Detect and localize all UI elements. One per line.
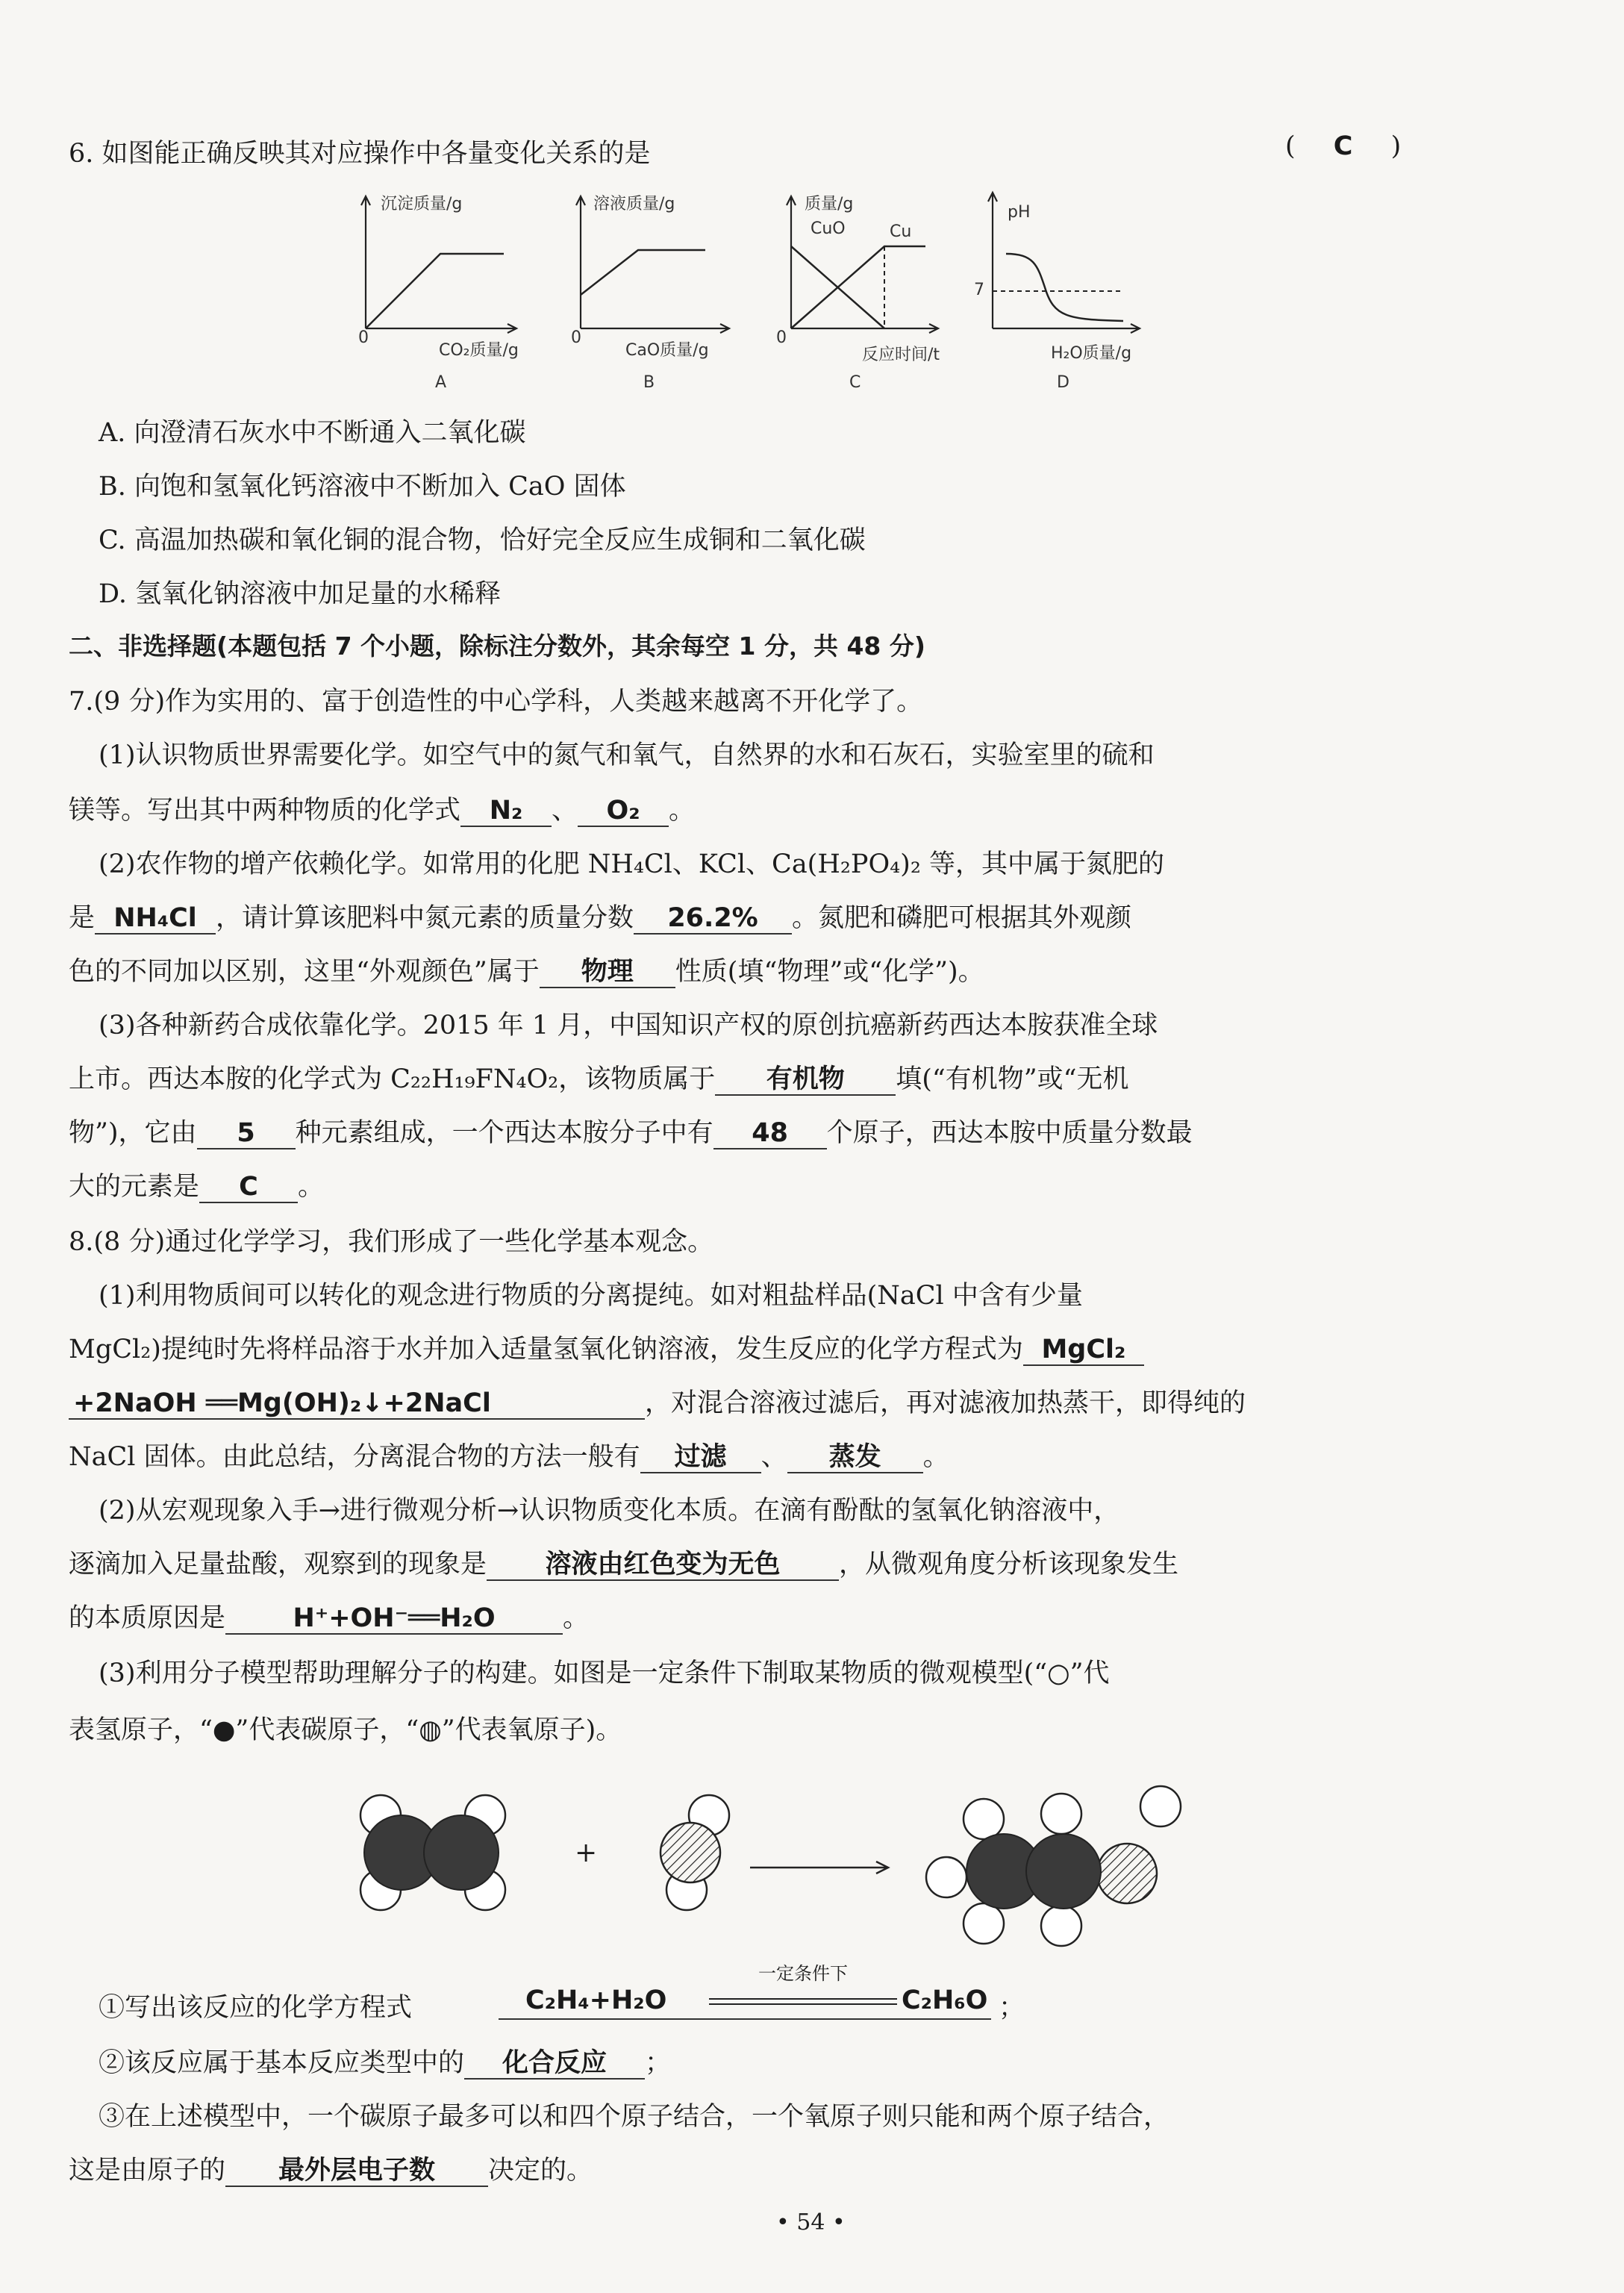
q6-option-a: A. 向澄清石灰水中不断通入二氧化碳 [99,418,526,448]
text: 决定的。 [488,2156,593,2186]
q8-answer-3: 蒸发 [787,1443,923,1473]
q8-answer-1b: +2NaOH ══Mg(OH)₂↓+2NaCl [69,1389,645,1420]
text: 的本质原因是 [69,1603,226,1633]
text: MgCl₂)提纯时先将样品溶于水并加入适量氢氧化钠溶液，发生反应的化学方程式为 [69,1335,1023,1364]
graph-c-tag: C [849,373,861,392]
text: 填(“有机物”或“无机 [896,1064,1129,1094]
text: 、 [761,1442,787,1472]
text: 物”)，它由 [69,1118,197,1148]
q7-answer-6: 有机物 [715,1065,896,1096]
q7-p2-line2 [69,897,1131,935]
text: ； [645,2048,672,2078]
text: NaCl 固体。由此总结，分离混合物的方法一般有 [69,1442,640,1472]
text: 。 [922,1442,949,1472]
plus-sign: + [575,1838,598,1868]
q8-answer-4: 溶液由红色变为无色 [487,1550,839,1581]
graph-d-ref7: 7 [974,281,984,299]
q8-p2-line3 [69,1597,589,1635]
q7-answer-7: 5 [197,1119,296,1149]
q8-answer-5: H⁺+OH⁻══H₂O [225,1604,563,1635]
graph-a-origin: 0 [358,328,369,347]
graph-d-curve [1006,254,1123,321]
equal-sign [709,1984,716,1991]
graph-c-origin: 0 [776,328,787,347]
graph-b-tag: B [643,373,655,392]
q8-stem: 8.(8 分)通过化学学习，我们形成了一些化学基本观念。 [69,1227,714,1257]
q8-p2-line1: (2)从宏观现象入手→进行微观分析→认识物质变化本质。在滴有酚酞的氢氧化钠溶液中， [99,1496,1120,1526]
graph-a-ylabel: 沉淀质量/g [381,195,463,213]
q6-stem-text: 6. 如图能正确反映其对应操作中各量变化关系的是 [69,139,651,169]
q6-answer: C [1333,131,1353,161]
q8-answer-7: 化合反应 [464,2049,645,2080]
water-molecule [660,1795,729,1910]
text: 。氮肥和磷肥可根据其外观颜 [792,903,1132,933]
ethanol-molecule [926,1786,1181,1946]
text: ②该反应属于基本反应类型中的 [99,2048,465,2078]
graph-a-xlabel: CO₂质量/g [439,341,519,360]
q8-p1-line4 [69,1436,949,1473]
q7-answer-1: N₂ [460,796,552,827]
graph-d-tag: D [1057,373,1069,392]
q6-answer-bracket [1285,131,1401,161]
q8-p3-line1: (3)利用分子模型帮助理解分子的构建。如图是一定条件下制取某物质的微观模型(“○”代 [99,1659,1110,1688]
q8-answer-6 [499,1963,991,2020]
graph-c-xlabel: 反应时间/t [862,346,940,364]
text: 个原子，西达本胺中质量分数最 [826,1118,1193,1148]
reaction-arrow [750,1862,888,1874]
text: ； [999,1993,1025,2023]
q8-answer-6-right: C₂H₆O [902,1985,988,2015]
q7-answer-3: NH₄Cl [95,904,216,935]
q7-answer-8: 48 [713,1119,827,1149]
q7-answer-5: 物理 [540,958,675,988]
text: 。 [669,796,696,826]
text: 上市。西达本胺的化学式为 C₂₂H₁₉FN₄O₂，该物质属于 [69,1064,716,1094]
text: ，从微观角度分析该现象发生 [839,1550,1179,1579]
graph-a-curve [366,254,504,328]
text: ，请计算该肥料中氮元素的质量分数 [216,903,634,933]
graph-b-curve [581,250,705,295]
graph-b-ylabel: 溶液质量/g [593,195,675,213]
q8-p1-line2 [69,1329,1144,1366]
q7-p2-line3 [69,951,984,988]
text: ①写出该反应的化学方程式 [99,1993,413,2023]
q8-answer-6-left: C₂H₄+H₂O [525,1985,667,2015]
q8-s3-line2 [69,2150,593,2187]
q6-option-d: D. 氢氧化钠溶液中加足量的水稀释 [99,579,502,609]
graph-c-cu-label: Cu [890,222,912,241]
paren-close: ) [1390,131,1402,161]
q8-s2 [99,2042,671,2080]
paren-open: ( [1285,131,1296,161]
q8-s3-line1: ③在上述模型中，一个碳原子最多可以和四个原子结合，一个氧原子则只能和两个原子结合， [99,2102,1170,2132]
text: 性质(填“物理”或“化学”)。 [675,957,984,987]
page-number: • 54 • [776,2209,846,2236]
q7-p1-line1: (1)认识物质世界需要化学。如空气中的氮气和氧气，自然界的水和石灰石，实验室里的硫和 [99,740,1155,770]
q8-answer-8: 最外层电子数 [225,2156,488,2187]
q8-p3-line2: 表氢原子，“●”代表碳原子，“◍”代表氧原子)。 [69,1715,622,1745]
graph-c-cuo-label: CuO [811,219,846,238]
text: 逐滴加入足量盐酸，观察到的现象是 [69,1550,487,1579]
q7-answer-9: C [199,1173,298,1203]
q8-p1-line3 [69,1382,1246,1420]
q7-answer-4: 26.2% [634,904,792,935]
q8-p2-line2 [69,1544,1178,1581]
graph-c-ylabel: 质量/g [805,195,854,213]
q8-answer-1a: MgCl₂ [1023,1335,1144,1366]
text: 种元素组成，一个西达本胺分子中有 [295,1118,713,1148]
graph-b-origin: 0 [571,328,581,347]
q7-answer-2: O₂ [578,796,669,827]
graph-b-xlabel: CaO质量/g [625,341,709,360]
q8-s1 [99,1987,412,2024]
molecule-diagram [0,0,7,7]
text: 这是由原子的 [69,2156,226,2186]
graph-c-cu-line [791,246,925,328]
q6-stem [69,133,651,170]
text: ，对混合溶液过滤后，再对滤液加热蒸干，即得纯的 [645,1388,1246,1418]
q7-p3-line1: (3)各种新药合成依靠化学。2015 年 1 月，中国知识产权的原创抗癌新药西达本胺获准全球 [99,1011,1158,1041]
q7-p1-line2 [69,790,695,827]
text: 。 [563,1603,590,1633]
graph-d-ylabel: pH [1008,203,1031,222]
q8-answer-2: 过滤 [640,1443,761,1473]
text: 是 [69,903,96,933]
q7-p3-line4 [69,1166,324,1203]
text: 色的不同加以区别，这里“外观颜色”属于 [69,957,540,987]
text: 。 [298,1172,325,1202]
graph-a-tag: A [435,373,447,392]
q7-p3-line2 [69,1058,1129,1096]
q8-p1-line1: (1)利用物质间可以转化的观念进行物质的分离提纯。如对粗盐样品(NaCl 中含有少量 [99,1281,1083,1311]
graph-d-xlabel: H₂O质量/g [1051,344,1132,363]
q6-option-c: C. 高温加热碳和氧化铜的混合物，恰好完全反应生成铜和二氧化碳 [99,525,866,555]
text: 镁等。写出其中两种物质的化学式 [69,796,461,826]
text: 、 [552,796,578,826]
q6-option-b: B. 向饱和氢氧化钙溶液中不断加入 CaO 固体 [99,472,626,502]
ethylene-molecule [360,1795,505,1910]
section-heading: 二、非选择题(本题包括 7 个小题，除标注分数外，其余每空 1 分，共 48 分) [69,631,925,661]
q7-p3-line3 [69,1112,1193,1149]
q7-p2-line1: (2)农作物的增产依赖化学。如常用的化肥 NH₄Cl、KCl、Ca(H₂PO₄)₂ 等，其中属于氮肥的 [99,849,1164,879]
q8-answer-6-condition: 一定条件下 [758,1963,848,1984]
text: 大的元素是 [69,1172,200,1202]
q7-stem: 7.(9 分)作为实用的、富于创造性的中心学科，人类越来越离不开化学了。 [69,687,923,717]
